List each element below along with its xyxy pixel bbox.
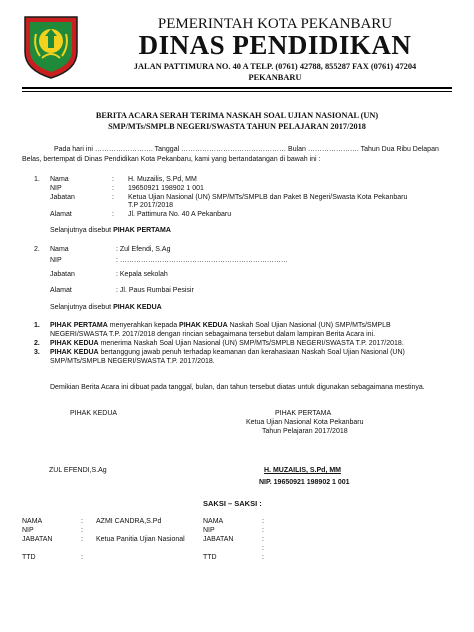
- party2-alamat-value: : Jl. Paus Rumbai Pesisir: [116, 287, 194, 294]
- colon: :: [262, 545, 264, 552]
- party1-jabatan-value2: T.P 2017/2018: [128, 202, 174, 209]
- sign-right-nip: NIP. 19650921 198902 1 001: [259, 479, 350, 486]
- point-1-bold2: PIHAK KEDUA: [179, 322, 228, 329]
- party2-num: 2.: [34, 246, 40, 253]
- point-1-text1: menyerahkan kepada: [107, 322, 180, 329]
- point-3-line1: [50, 349, 405, 357]
- sign-right-sub1: Ketua Ujian Nasional Kota Pekanbaru: [246, 419, 364, 426]
- header-city: PEKANBARU: [248, 73, 302, 82]
- colon: :: [81, 554, 83, 561]
- party2-nip-value: : ………………………………………………………………: [116, 257, 288, 264]
- colon: :: [81, 527, 83, 534]
- saksi-left-jabatan-label: JABATAN: [22, 536, 53, 543]
- point-2-line1: [50, 340, 404, 348]
- party1-alamat-label: Alamat: [50, 211, 72, 218]
- doc-title-line2: SMP/MTs/SMPLB NEGERI/SWASTA TAHUN PELAJARAN 2017/2018: [108, 122, 366, 131]
- point-1-text2: Naskah Soal Ujian Nasional (UN) SMP/MTs/SMPLB: [227, 322, 391, 329]
- doc-title-line1: BERITA ACARA SERAH TERIMA NASKAH SOAL UJIAN NASIONAL (UN): [95, 111, 379, 120]
- colon: :: [81, 518, 83, 525]
- party1-nama-value: H. Muzailis, S.Pd, MM: [128, 176, 197, 183]
- party2-nama-value: : Zul Efendi, S.Ag: [116, 246, 171, 253]
- party2-designation: [50, 304, 162, 312]
- saksi-right-ttd-label: TTD: [203, 554, 217, 561]
- saksi-left-nama-label: NAMA: [22, 518, 43, 525]
- point-1-bold1: PIHAK PERTAMA: [50, 322, 108, 329]
- sign-right-sub2: Tahun Pelajaran 2017/2018: [262, 428, 348, 435]
- party1-num: 1.: [34, 176, 40, 183]
- saksi-title: SAKSI – SAKSI :: [203, 499, 262, 508]
- saksi-right-nip-label: NIP: [203, 527, 215, 534]
- header-line1: PEMERINTAH KOTA PEKANBARU: [157, 16, 393, 32]
- point-1-line2: NEGERI/SWASTA T.P. 2017/2018 dengan rincian sebagaimana tersebut dalam lampiran Berita Acara ini.: [50, 331, 376, 338]
- party1-jabatan-label: Jabatan: [50, 194, 75, 201]
- sign-right-title: PIHAK PERTAMA: [275, 410, 332, 417]
- header-rule-thick: [22, 87, 452, 89]
- party1-nama-label: Nama: [50, 176, 69, 183]
- party2-selanjutnya: Selanjutnya disebut: [50, 304, 112, 311]
- party1-jabatan-value: Ketua Ujian Nasional (UN) SMP/MTs/SMPLB dan Paket B Negeri/Swasta Kota Pekanbaru: [128, 194, 408, 201]
- point-2-bold1: PIHAK KEDUA: [50, 340, 99, 347]
- party1-selanjutnya: Selanjutnya disebut: [50, 227, 112, 234]
- party2-jabatan-value: : Kepala sekolah: [116, 271, 168, 278]
- colon: :: [112, 185, 114, 192]
- saksi-left-nip-label: NIP: [22, 527, 34, 534]
- saksi-left-ttd-label: TTD: [22, 554, 36, 561]
- saksi-left-jabatan-value: Ketua Panitia Ujian Nasional: [96, 536, 185, 543]
- saksi-right-jabatan-label: JABATAN: [203, 536, 234, 543]
- party1-nip-label: NIP: [50, 185, 62, 192]
- point-num: 3.: [34, 349, 40, 356]
- colon: :: [262, 536, 264, 543]
- party2-jabatan-label: Jabatan: [50, 271, 75, 278]
- colon: :: [262, 527, 264, 534]
- colon: :: [112, 194, 114, 201]
- point-3-text1: bertanggung jawab penuh terhadap keamanan dan kerahasiaan Naskah Soal Ujian Nasional (UN): [98, 349, 405, 356]
- party1-nip-value: 19650921 198902 1 001: [128, 185, 204, 192]
- sign-right-name: H. MUZAILIS, S.Pd, MM: [264, 467, 341, 474]
- point-3-line2: SMP/MTs/SMPLB NEGERI/SWASTA T.P. 2017/2018.: [50, 358, 215, 365]
- closing-statement: Demikian Berita Acara ini dibuat pada tanggal, bulan, dan tahun tersebut diatas untuk digunakan sebagaimana mestinya.: [50, 384, 425, 391]
- intro-line2: Belas, bertempat di Dinas Pendidikan Kota Pekanbaru, kami yang bertandatangan di bawah ini :: [22, 156, 321, 163]
- party2-alamat-label: Alamat: [50, 287, 72, 294]
- colon: :: [112, 211, 114, 218]
- colon: :: [81, 536, 83, 543]
- point-num: 1.: [34, 322, 40, 329]
- point-num: 2.: [34, 340, 40, 347]
- sign-left-title: PIHAK KEDUA: [70, 410, 118, 417]
- saksi-left-nama-value: AZMI CANDRA,S.Pd: [96, 518, 162, 525]
- header-address: JALAN PATTIMURA NO. 40 A TELP. (0761) 42788, 855287 FAX (0761) 47204: [133, 62, 417, 71]
- party1-alamat-value: Jl. Pattimura No. 40 A Pekanbaru: [128, 211, 232, 218]
- point-3-bold1: PIHAK KEDUA: [50, 349, 99, 356]
- party1-designation: [50, 227, 171, 235]
- pekanbaru-logo: [22, 14, 80, 80]
- point-2-text1: menerima Naskah Soal Ujian Nasional (UN) SMP/MTs/SMPLB NEGERI/SWASTA T.P. 2017/2018.: [98, 340, 404, 347]
- colon: :: [262, 518, 264, 525]
- colon: :: [262, 554, 264, 561]
- intro-line1: Pada hari ini ……………………. Tanggal ……………………………………… Bulan …………………. Tahun Dua Ribu Delapan: [54, 146, 439, 153]
- point-1-line1: [50, 322, 452, 330]
- header-rule-thin: [22, 91, 452, 92]
- party2-nip-label: NIP: [50, 257, 62, 264]
- party2-nama-label: Nama: [50, 246, 69, 253]
- header-line2: DINAS PENDIDIKAN: [138, 30, 412, 60]
- sign-left-name: ZUL EFENDI,S.Ag: [49, 467, 107, 474]
- saksi-right-nama-label: NAMA: [203, 518, 224, 525]
- colon: :: [112, 176, 114, 183]
- party2-sebut: PIHAK KEDUA: [113, 304, 162, 311]
- party1-sebut: PIHAK PERTAMA: [113, 227, 171, 234]
